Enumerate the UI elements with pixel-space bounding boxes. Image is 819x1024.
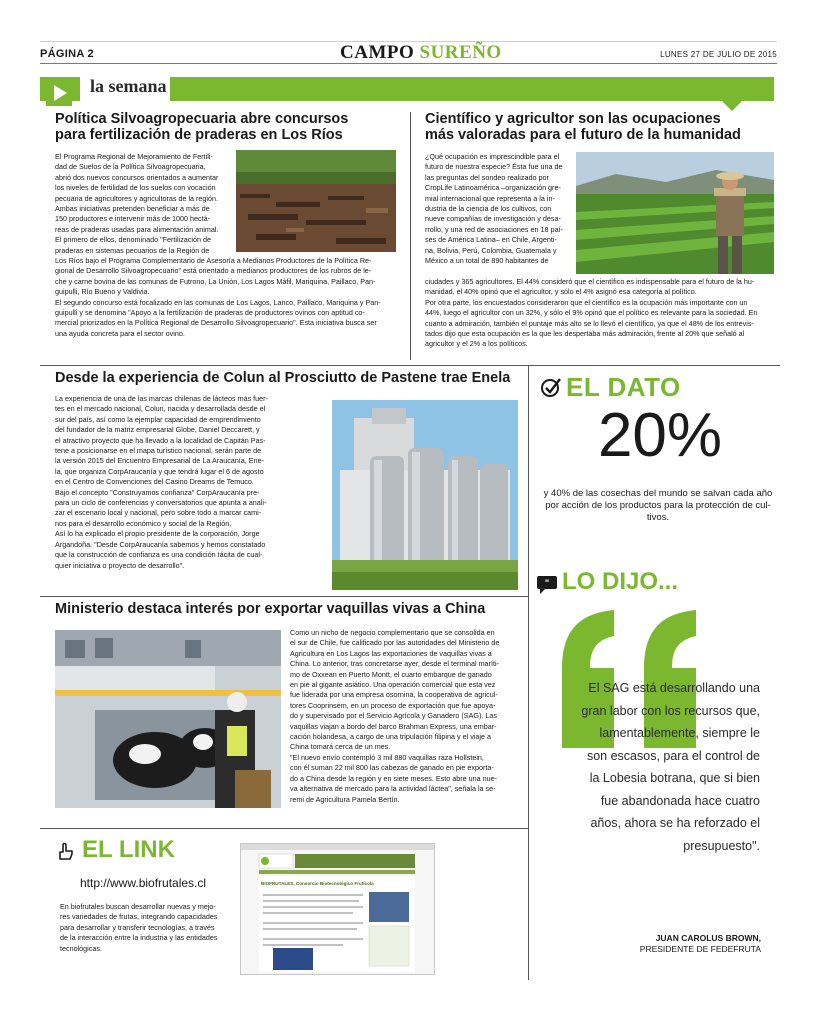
article-4-line: cación holandesa, a cargo de una tripulación filipina y el viaje a — [290, 732, 491, 742]
article-1-line: dad de Suelos de la Política Silvoagropecuaria, — [55, 162, 206, 172]
article-2-line: 44%, luego el agricultor con un 32%, y sólo el 9% opinó que el político es relevante para la sociedad. En — [425, 308, 758, 318]
article-1-line: El segundo concurso está focalizado en las comunas de Los Lagos, Lanco, Paillaco, Mariquina y Pan- — [55, 297, 381, 307]
el-link-line: En biofrutales buscan desarrollar nuevas y mejo- — [60, 902, 216, 911]
article-1-line: Los Ríos bajo el Programa Complementario de Asesoría a Medianos Productores de la Política Re- — [55, 256, 372, 265]
article-4-line: China tomará cerca de un mes. — [290, 742, 391, 752]
article-2-line: CropLife Latinoamérica –organización gre- — [425, 183, 561, 193]
article-2-headline-line-1: Científico y agricultor son las ocupaciones — [425, 111, 721, 127]
article-2-line: mial internacional que representa a la in- — [425, 193, 555, 203]
article-2-line: manidad, el 40% opinó que el agricultor, y sólo el 4% asignó esa categoría al político. — [425, 287, 697, 297]
article-1-line: El primero de ellos, denominado "Fertilización de — [55, 235, 211, 245]
article-4-line: vaquillas viajan a bordo del barco Brahman Express, una embar- — [290, 721, 497, 731]
quote-line: años, ahora se ha reforzado el — [590, 816, 760, 830]
quote-author — [640, 933, 761, 955]
article-2-headline-line-2: más valoradas para el futuro de la humanidad — [425, 126, 741, 143]
quote-line: lamentablemente, siempre le — [599, 726, 760, 740]
article-2-line: México a un total de 890 habitantes de — [425, 256, 549, 266]
quote-author-role: PRESIDENTE DE FEDEFRUTA — [639, 944, 761, 954]
newspaper-title — [340, 42, 502, 64]
quote-author-name: JUAN CAROLUS BROWN, — [655, 933, 761, 943]
article-4-line: Como un nicho de negocio complementario que se consolida en — [290, 628, 495, 637]
section-divider — [40, 828, 528, 829]
website-link[interactable]: http://www.biofrutales.cl — [80, 876, 207, 890]
section-divider — [40, 596, 528, 597]
article-1-line: che y carne bovina de las comunas de Futrono, La Unión, Los Lagos Máfil, Mariquina, Paillaco, Pan- — [55, 276, 376, 286]
article-2-line: cuanto a admiración, también el puntaje más alto se lo llevó el científico, ya que el 48% de los entrevis- — [425, 318, 754, 328]
pointing-hand-icon — [56, 842, 76, 862]
article-4-line: Agricultura en Los Lagos las exportaciones de vaquillas vivas a — [290, 648, 492, 658]
quote-line: presupuesto". — [683, 838, 760, 853]
el-dato-text-line: y 40% de las cosechas del mundo se salvan cada año — [543, 488, 773, 499]
article-3-line: la, que organiza CorpAraucanía y que tendrá lugar el 6 de agosto — [55, 466, 264, 476]
column-divider — [410, 112, 411, 360]
article-4-line: tores Cooprinsem, en un proceso de exportación que fue apoya- — [290, 700, 496, 710]
el-dato-text — [538, 488, 778, 524]
soil-photo — [236, 150, 396, 252]
article-2-line: na, Bolivia, Perú, Colombia, Guatemala y — [425, 245, 557, 255]
article-4-line: do y supervisado por el Servicio Agrícola y Ganadero (SAG). Las — [290, 711, 497, 721]
article-4-body — [290, 628, 520, 805]
quote-line: gran labor con los recursos que, — [581, 703, 760, 718]
checkmark-circle-icon — [540, 376, 562, 398]
article-1-headline-line-1: Política Silvoagropecuaria abre concursos — [55, 111, 349, 127]
article-1-body-wide — [55, 256, 400, 339]
el-link-title: EL LINK — [82, 836, 175, 863]
article-1-line: mercial priorizados en la Política Regional de Desarrollo Silvoagropecuario". Esta iniciativa busca ser — [55, 318, 377, 328]
quote-text — [550, 677, 760, 857]
article-4-line: fue liderada por una empresa osornina, la cooperativa de agricul- — [290, 690, 498, 700]
article-1-line: reas de praderas usadas para alimentación animal. — [55, 224, 219, 234]
el-link-line: para desarrollar y transferir tecnologías, a través — [60, 922, 215, 932]
article-4-line: do a China desde la región y en siete meses. Esto abre una nue- — [290, 773, 497, 783]
article-1-line: una ayuda concreta para el sector ovino. — [55, 328, 185, 338]
quote-line: son escasos, para el control de — [586, 748, 760, 763]
cattle-ship-photo — [55, 630, 281, 808]
play-triangle-icon — [46, 80, 72, 106]
article-3-line: del fundador de la matriz empresarial Globe, Daniel Deccarett, y — [55, 425, 260, 435]
article-2-line: ses de América Latina– en Chile, Argenti- — [425, 235, 557, 245]
farmer-field-photo — [576, 152, 774, 274]
article-2-line: futuro de nuestra especie? Ésta fue una de — [425, 162, 563, 172]
el-link-line: tecnológicas. — [60, 943, 102, 953]
article-2-body-wide — [425, 277, 775, 350]
article-3-line: sur del país, así como la ejemplar capacidad de emprendimiento — [55, 414, 261, 424]
section-label: la semana — [90, 76, 167, 96]
article-1-line: gional de Desarrollo Silvoagropecuario" está orientado a medianos productores de los rubros de le- — [55, 266, 372, 276]
website-heading: BIOFRUTALES, Consorcio Biotecnológico Frutícola — [261, 881, 374, 886]
article-3-line: tes en el mercado nacional, Colun, nacida y desarrollada desde el — [55, 404, 266, 414]
article-4-line: el sur de Chile, fue calificado por las autoridades del Ministerio de — [290, 638, 500, 648]
article-4-line: "El nuevo envío contempló 3 mil 880 vaquillas raza Hollstein, — [290, 752, 484, 762]
article-3-line: que la construcción de confianza es una condición tácita de cual- — [55, 550, 263, 560]
el-link-text — [60, 902, 236, 954]
article-1-line: pecuaria de agricultores y agricultoras de la región. — [55, 193, 219, 203]
dairy-plant-photo — [332, 400, 518, 590]
article-3-line: Bajo el concepto "Construyamos confianza" CorpAraucanía pre- — [55, 487, 260, 497]
lo-dijo-title: LO DIJO... — [562, 568, 679, 595]
article-4-headline: Ministerio destaca interés por exportar vaquillas vivas a China — [55, 601, 486, 617]
el-link-line: res variedades de frutas, integrando capacidades — [60, 912, 218, 922]
article-2-line: nueve compañías de investigación y desa- — [425, 214, 561, 224]
article-3-line: Argandoña. "Desde CorpAraucanía sabemos y hemos constatado — [55, 539, 266, 549]
article-1-line: Ambas iniciativas pretenden beneficiar a más de — [55, 204, 210, 214]
article-4-line: mo de Oxxean en Puerto Montt, el cuarto embarque de ganado — [290, 669, 492, 679]
article-3-line: para un ciclo de conferencias y conversatorios que apunta a anali- — [55, 498, 267, 508]
article-2-line: rrollo, y una red de asociaciones en 18 paí- — [425, 224, 563, 234]
quote-line: El SAG está desarrollando una — [588, 681, 760, 695]
article-1-line: abrió dos nuevos concursos orientados a aumentar — [55, 172, 219, 182]
article-1-line: El Programa Regional de Mejoramiento de Fertili- — [55, 152, 213, 161]
el-dato-title: EL DATO — [566, 372, 681, 402]
article-3-line: en el Centro de Convenciones del Casino Dreams de Temuco. — [55, 477, 254, 487]
article-3-line: zar el escenario local y nacional, pero sobre todo a marcar cami- — [55, 508, 262, 518]
article-1-line: guipulli y se denomina "Apoyo a la fertilización de praderas de productores ovinos con aptitud co- — [55, 308, 365, 318]
quote-line: fue abandonada hace cuatro — [600, 793, 760, 808]
article-2-line: dustria de la ciencia de los cultivos, con — [425, 204, 552, 214]
article-3-line: el atractivo proyecto que ha llevado a la localidad de Capitán Pas- — [55, 435, 266, 445]
article-3-body — [55, 394, 327, 571]
article-3-line: tene a posicionarse en el mapa turístico nacional, serán parte de — [55, 446, 262, 456]
article-1-line: los niveles de fertilidad de los suelos con vocación — [55, 183, 216, 193]
masthead-rule — [40, 63, 777, 64]
article-4-line: con él suman 22 mil 800 las cabezas de ganado en pie exporta- — [290, 763, 494, 773]
link-divider — [528, 829, 529, 979]
article-1-line: praderas en sistemas pecuarios de la Región de — [55, 245, 210, 255]
article-2-headline — [425, 112, 785, 143]
article-3-headline: Desde la experiencia de Colun al Prosciutto de Pastene trae Enela — [55, 370, 511, 386]
quote-line: la Lobesia botrana, que si bien — [589, 771, 760, 785]
newspaper-title-part-1: CAMPO — [340, 42, 415, 63]
article-1-headline-line-2: para fertilización de praderas en Los Ríos — [55, 126, 343, 143]
article-1-body — [55, 152, 233, 256]
article-4-line: en pie al gigante asiático. Una operación comercial que esta vez — [290, 680, 496, 690]
article-2-line: Por otra parte, los encuestados consideraron que el científico es la ocupación más importante con un — [425, 297, 748, 307]
el-dato-value: 20% — [597, 401, 723, 470]
article-3-line: quier iniciativa o proyecto de desarrollo". — [55, 560, 185, 570]
article-1-line: 150 productores e intervenir más de 1000 hectá- — [55, 214, 211, 224]
el-dato-text-line: por acción de los productos para la protección de cul- — [545, 500, 771, 511]
publication-date: LUNES 27 DE JULIO DE 2015 — [660, 50, 777, 59]
article-4-line: va alternativa de mercado para la actividad láctea", señala la se- — [290, 784, 496, 794]
article-3-line: la versión 2015 del Encuentro Empresarial de La Araucanía, Ene- — [55, 456, 264, 466]
el-link-line: de la interacción entre la industria y las entidades — [60, 933, 218, 943]
article-1-headline — [55, 112, 385, 143]
article-2-line: las preguntas del sondeo realizado por — [425, 172, 549, 182]
article-2-line: ¿Qué ocupación es imprescindible para el — [425, 152, 560, 161]
el-dato-text-line: tivos. — [646, 512, 670, 523]
article-2-line: tados dijo que esta ocupación es la que les despertaba más admiración, frente al 20% que señaló al — [425, 329, 745, 339]
article-2-line: agricultor y el 2% a los políticos. — [425, 339, 528, 349]
svg-text:": " — [544, 578, 550, 588]
section-band-notch — [722, 101, 742, 111]
article-3-line: La experiencia de una de las marcas chilenas de lácteos más fuer- — [55, 394, 268, 403]
article-3-line: nos para el desarrollo económico y social de la Región. — [55, 518, 232, 528]
section-divider — [40, 365, 780, 366]
article-2-body — [425, 152, 573, 266]
page-number: PÁGINA 2 — [40, 48, 94, 60]
article-4-line: China. Lo anterior, tras concretarse ayer, desde el terminal maríti- — [290, 659, 499, 669]
article-3-line: Así lo ha explicado el propio presidente de la corporación, Jorge — [55, 529, 260, 539]
article-1-line: guipulli, Río Bueno y Valdivia. — [55, 287, 150, 297]
speech-bubble-icon — [536, 574, 558, 596]
article-2-line: ciudades y 365 agricultores. El 44% consideró que el científico es indispensable para el futuro de la hu- — [425, 277, 755, 286]
article-4-line: remi de Agricultura Pamela Bertín. — [290, 794, 400, 804]
website-screenshot — [240, 843, 435, 975]
newspaper-title-part-2: SUREÑO — [419, 42, 502, 63]
